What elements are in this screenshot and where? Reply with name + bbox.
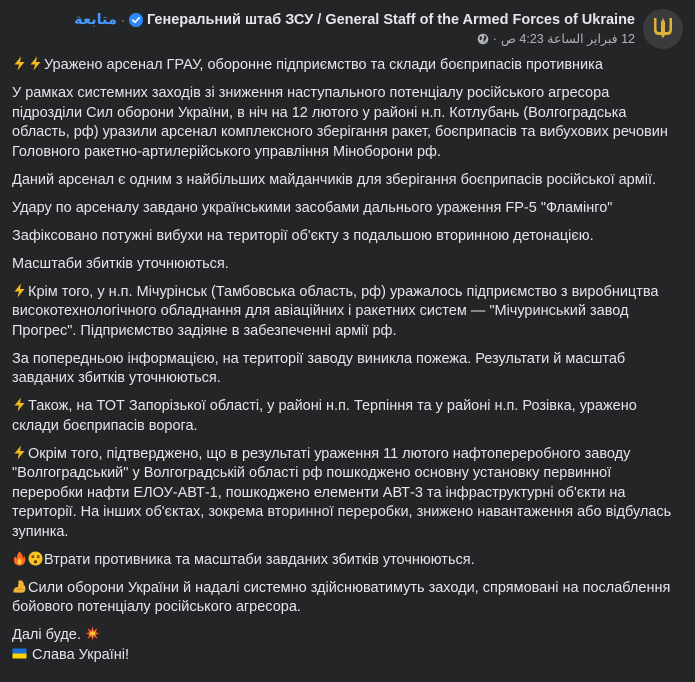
post-text: Зафіксовано потужні вибухи на території об'єкту з подальшою вторинною детонацією. (12, 227, 594, 244)
post-text: Втрати противника та масштаби завданих збитків уточнюються. (44, 551, 475, 568)
header-separator: · (120, 13, 125, 27)
post-text: Масштаби збитків уточнюються. (12, 255, 229, 272)
globe-icon[interactable] (477, 33, 489, 45)
post-text: Окрім того, підтверджено, що в результаті ураження 11 лютого нафтопереробного заводу "Волгоградський" у Волгоградській області рф пошкоджено основну установку первинної переробки нафти ЕЛОУ-АВТ-1, пошкоджено елементи АВТ-3 та інфраструктурні об'єкти на території. На інших об'єктах, зокрема вторинної переробки, знижено навантаження або відбулась зупинка. (12, 445, 672, 540)
post-header (0, 0, 695, 56)
header-title-line (74, 12, 635, 28)
meta-separator: · (492, 31, 497, 46)
post-paragraph (12, 84, 681, 162)
lightning-emoji (12, 397, 27, 412)
follow-button[interactable]: متابعة (74, 12, 117, 28)
lightning-emoji (12, 56, 27, 71)
post-paragraph (12, 551, 681, 571)
flexed-biceps-emoji (12, 579, 27, 594)
lightning-emoji (28, 56, 43, 71)
post-paragraph (12, 171, 681, 191)
avatar[interactable] (643, 9, 683, 49)
post-text: У рамках системних заходів зі зниження наступального потенціалу російського агресора підрозділи Сил оборони України, в ніч на 12 лютого у районі н.п. Котлубань (Волгоградська область, рф) уразили арсенал комплексного зберігання ракет, боєприпасів та вибухових речовин Головного ракетно-артилерійського управління Міноборони рф. (12, 85, 668, 160)
fire-emoji (12, 551, 27, 566)
page-name-link[interactable]: Генеральний штаб ЗСУ / General Staff of the Armed Forces of Ukraine (146, 12, 635, 28)
post-paragraph (12, 579, 681, 618)
post-body (0, 56, 695, 665)
post-paragraph (12, 199, 681, 219)
post-paragraph (12, 445, 681, 543)
post-paragraph (12, 56, 681, 76)
ukraine-flag-emoji (12, 646, 27, 661)
post-paragraph (12, 397, 681, 436)
dizzy-face-emoji (28, 551, 43, 566)
post-meta-line (74, 31, 635, 46)
post-paragraph (12, 350, 681, 389)
post-timestamp-link[interactable]: 12 فبراير الساعة 4:23 ص (500, 32, 635, 46)
post-text: Слава Україні! (32, 646, 129, 663)
post-paragraph (12, 283, 681, 342)
trident-emblem-icon (650, 14, 676, 45)
post-paragraph (12, 255, 681, 275)
post-text: Даний арсенал є одним з найбільших майданчиків для зберігання боєприпасів російської армії. (12, 171, 656, 188)
post-text: Уражено арсенал ГРАУ, оборонне підприємство та склади боєприпасів противника (44, 57, 603, 73)
post-text: Далі буде. (12, 627, 81, 643)
collision-emoji (85, 626, 100, 641)
post-text: Крім того, у н.п. Мічурінськ (Тамбовська область, рф) уражалось підприємство з виробництва високотехнологічного обладнання для авіаційних і ракетних систем — "Мічуринський завод Прогрес". Підприємство задіяне в забезпеченні армії рф. (12, 283, 659, 339)
post-text: Удару по арсеналу завдано українськими засобами дальнього ураження FP-5 "Фламінго" (12, 199, 613, 216)
post-paragraph (12, 626, 681, 665)
post-header-text (74, 12, 635, 46)
lightning-emoji (12, 283, 27, 298)
verified-badge-icon (129, 13, 143, 27)
post-text: За попередньою інформацією, на території заводу виникла пожежа. Результати й масштаб завданих збитків уточнюються. (12, 350, 626, 386)
post-paragraph (12, 227, 681, 247)
lightning-emoji (12, 445, 27, 460)
post-text: Також, на ТОТ Запорізької області, у районі н.п. Терпіння та у районі н.п. Розівка, уражено склади боєприпасів ворога. (12, 398, 637, 434)
post-text: Сили оборони України й надалі системно здійснюватимуть заходи, спрямовані на послаблення бойового потенціалу російського агресора. (12, 579, 671, 615)
